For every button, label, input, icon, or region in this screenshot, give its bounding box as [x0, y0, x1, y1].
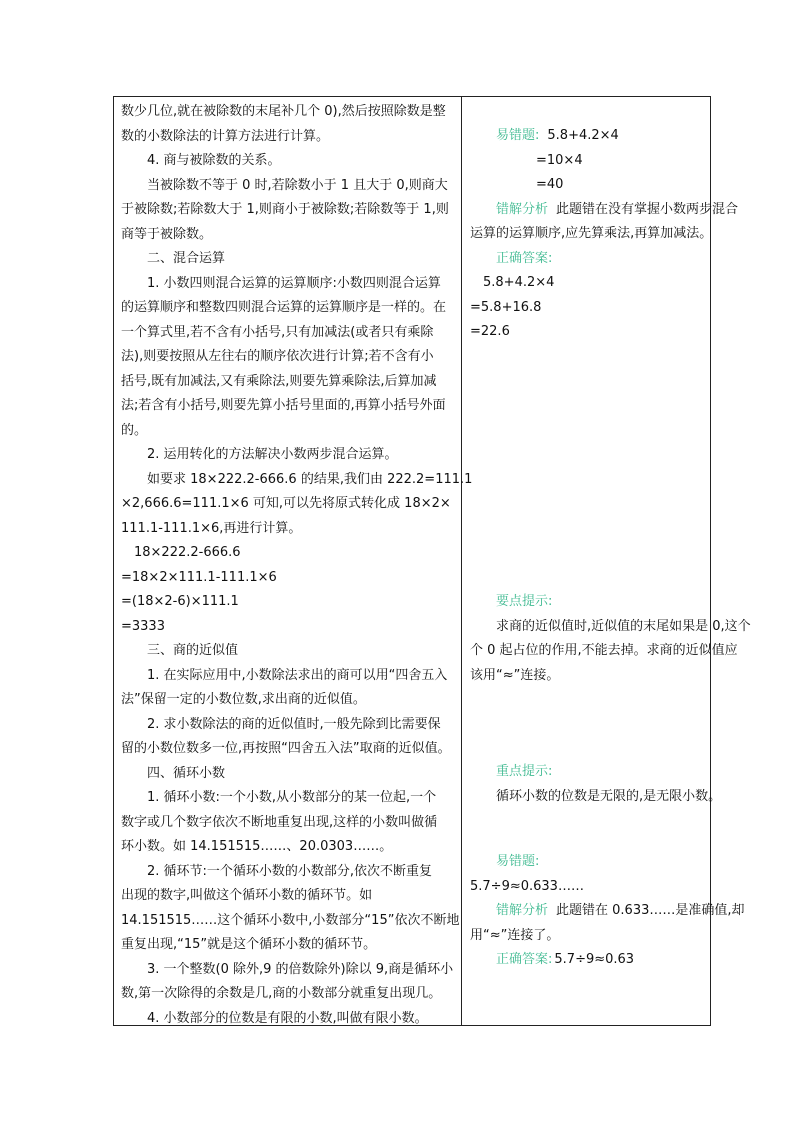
text-line: 个 0 起占位的作用,不能去掉。求商的近似值应: [470, 643, 738, 658]
math-expression: =40: [536, 177, 564, 192]
text-line: 括号,既有加减法,又有乘除法,则要先算乘除法,后算加减: [121, 373, 437, 389]
text-line: 当被除数不等于 0 时,若除数小于 1 且大于 0,则商大: [147, 177, 448, 193]
math-expression: =10×4: [536, 152, 583, 168]
numbered-item: 4. 小数部分的位数是有限的小数,叫做有限小数。: [147, 1010, 428, 1026]
text-line: ×2,666.6=111.1×6 可知,可以先将原式转化成 18×2×: [121, 496, 451, 511]
math-expression: 5.7÷9≈0.633……: [470, 878, 584, 894]
text-line: 数的小数除法的计算方法进行计算。: [121, 128, 330, 144]
numbered-item: 1. 小数四则混合运算的运算顺序:小数四则混合运算: [147, 275, 441, 291]
text-line: 重复出现,“15”就是这个循环小数的循环节。: [121, 937, 377, 952]
text-line: 求商的近似值时,近似值的末尾如果是 0,这个: [496, 618, 751, 634]
text-line: 数,第一次除得的余数是几,商的小数部分就重复出现几。: [121, 986, 442, 1001]
math-expression: 5.8+4.2×4: [483, 275, 555, 290]
key-tip-block: [470, 590, 751, 688]
mistake-note-block: [470, 850, 745, 973]
mistake-label: 易错题:: [496, 854, 540, 869]
text-line: 运算的运算顺序,应先算乘法,再算加减法。: [470, 226, 713, 241]
math-expression: =(18×2-6)×111.1: [121, 594, 239, 609]
text-line: 循环小数的位数是无限的,是无限小数。: [496, 788, 722, 804]
section-heading: 三、商的近似值: [147, 643, 239, 658]
text-line: 用“≈”连接了。: [470, 927, 560, 943]
math-expression: =3333: [121, 618, 165, 634]
column-divider: [461, 97, 462, 1025]
text-line: 此题错在没有掌握小数两步混合: [556, 201, 739, 217]
text-line: 14.151515……这个循环小数中,小数部分“15”依次不断地: [121, 912, 460, 928]
math-expression: 18×222.2-666.6: [134, 545, 241, 560]
text-line: 如要求 18×222.2-666.6 的结果,我们由 222.2=111.1: [147, 471, 473, 487]
numbered-item: 4. 商与被除数的关系。: [147, 153, 281, 168]
numbered-item: 1. 在实际应用中,小数除法求出的商可以用“四舍五入: [147, 667, 448, 683]
text-line: 的。: [121, 422, 148, 438]
math-expression: =18×2×111.1-111.1×6: [121, 569, 277, 585]
analysis-label: 错解分析: [496, 201, 549, 217]
numbered-item: 2. 循环节:一个循环小数的小数部分,依次不断重复: [147, 863, 433, 879]
numbered-item: 1. 循环小数:一个小数,从小数部分的某一位起,一个: [147, 790, 437, 805]
tip-label: 重点提示:: [496, 764, 553, 779]
text-line: 留的小数位数多一位,再按照“四舍五入法”取商的近似值。: [121, 741, 451, 756]
main-content-column: [121, 100, 473, 1031]
math-expression: 5.8+4.2×4: [547, 128, 619, 143]
text-line: 此题错在 0.633……是准确值,却: [556, 903, 745, 918]
text-line: 法”保留一定的小数位数,求出商的近似值。: [121, 692, 366, 707]
tip-label: 要点提示:: [496, 594, 553, 609]
text-line: 环小数。如 14.151515……、20.0303……。: [121, 839, 393, 854]
text-line: 一个算式里,若不含有小括号,只有加减法(或者只有乘除: [121, 324, 434, 340]
text-line: 出现的数字,叫做这个循环小数的循环节。如: [121, 888, 373, 903]
content-table: [113, 96, 751, 1026]
text-line: 于被除数;若除数大于 1,则商小于被除数;若除数等于 1,则: [121, 202, 449, 217]
text-line: 的运算顺序和整数四则混合运算的运算顺序是一样的。在: [121, 300, 447, 315]
section-heading: 四、循环小数: [147, 765, 226, 781]
side-notes-column: [470, 97, 751, 1025]
answer-label: 正确答案:: [496, 250, 553, 266]
numbered-item: 2. 运用转化的方法解决小数两步混合运算。: [147, 447, 398, 462]
math-expression: =22.6: [470, 324, 510, 339]
math-expression: =5.8+16.8: [470, 299, 542, 315]
text-line: 111.1-111.1×6,再进行计算。: [121, 520, 302, 536]
analysis-label: 错解分析: [496, 903, 549, 918]
mistake-note-block: [470, 124, 739, 345]
important-tip-block: [470, 760, 722, 809]
text-line: 数少几位,就在被除数的末尾补几个 0),然后按照除数是整: [121, 104, 446, 119]
numbered-item: 3. 一个整数(0 除外,9 的倍数除外)除以 9,商是循环小: [147, 961, 454, 977]
math-expression: 5.7÷9≈0.63: [554, 952, 635, 967]
text-line: 法;若含有小括号,则要先算小括号里面的,再算小括号外面: [121, 398, 446, 413]
section-heading: 二、混合运算: [147, 251, 226, 266]
answer-label: 正确答案:: [496, 952, 553, 967]
mistake-label: 易错题:: [496, 128, 540, 143]
numbered-item: 2. 求小数除法的商的近似值时,一般先除到比需要保: [147, 716, 441, 732]
text-line: 该用“≈”连接。: [470, 667, 560, 683]
text-line: 商等于被除数。: [121, 226, 213, 242]
text-line: 法),则要按照从左往右的顺序依次进行计算;若不含有小: [121, 349, 434, 364]
text-line: 数字或几个数字依次不断地重复出现,这样的小数叫做循: [121, 814, 438, 830]
